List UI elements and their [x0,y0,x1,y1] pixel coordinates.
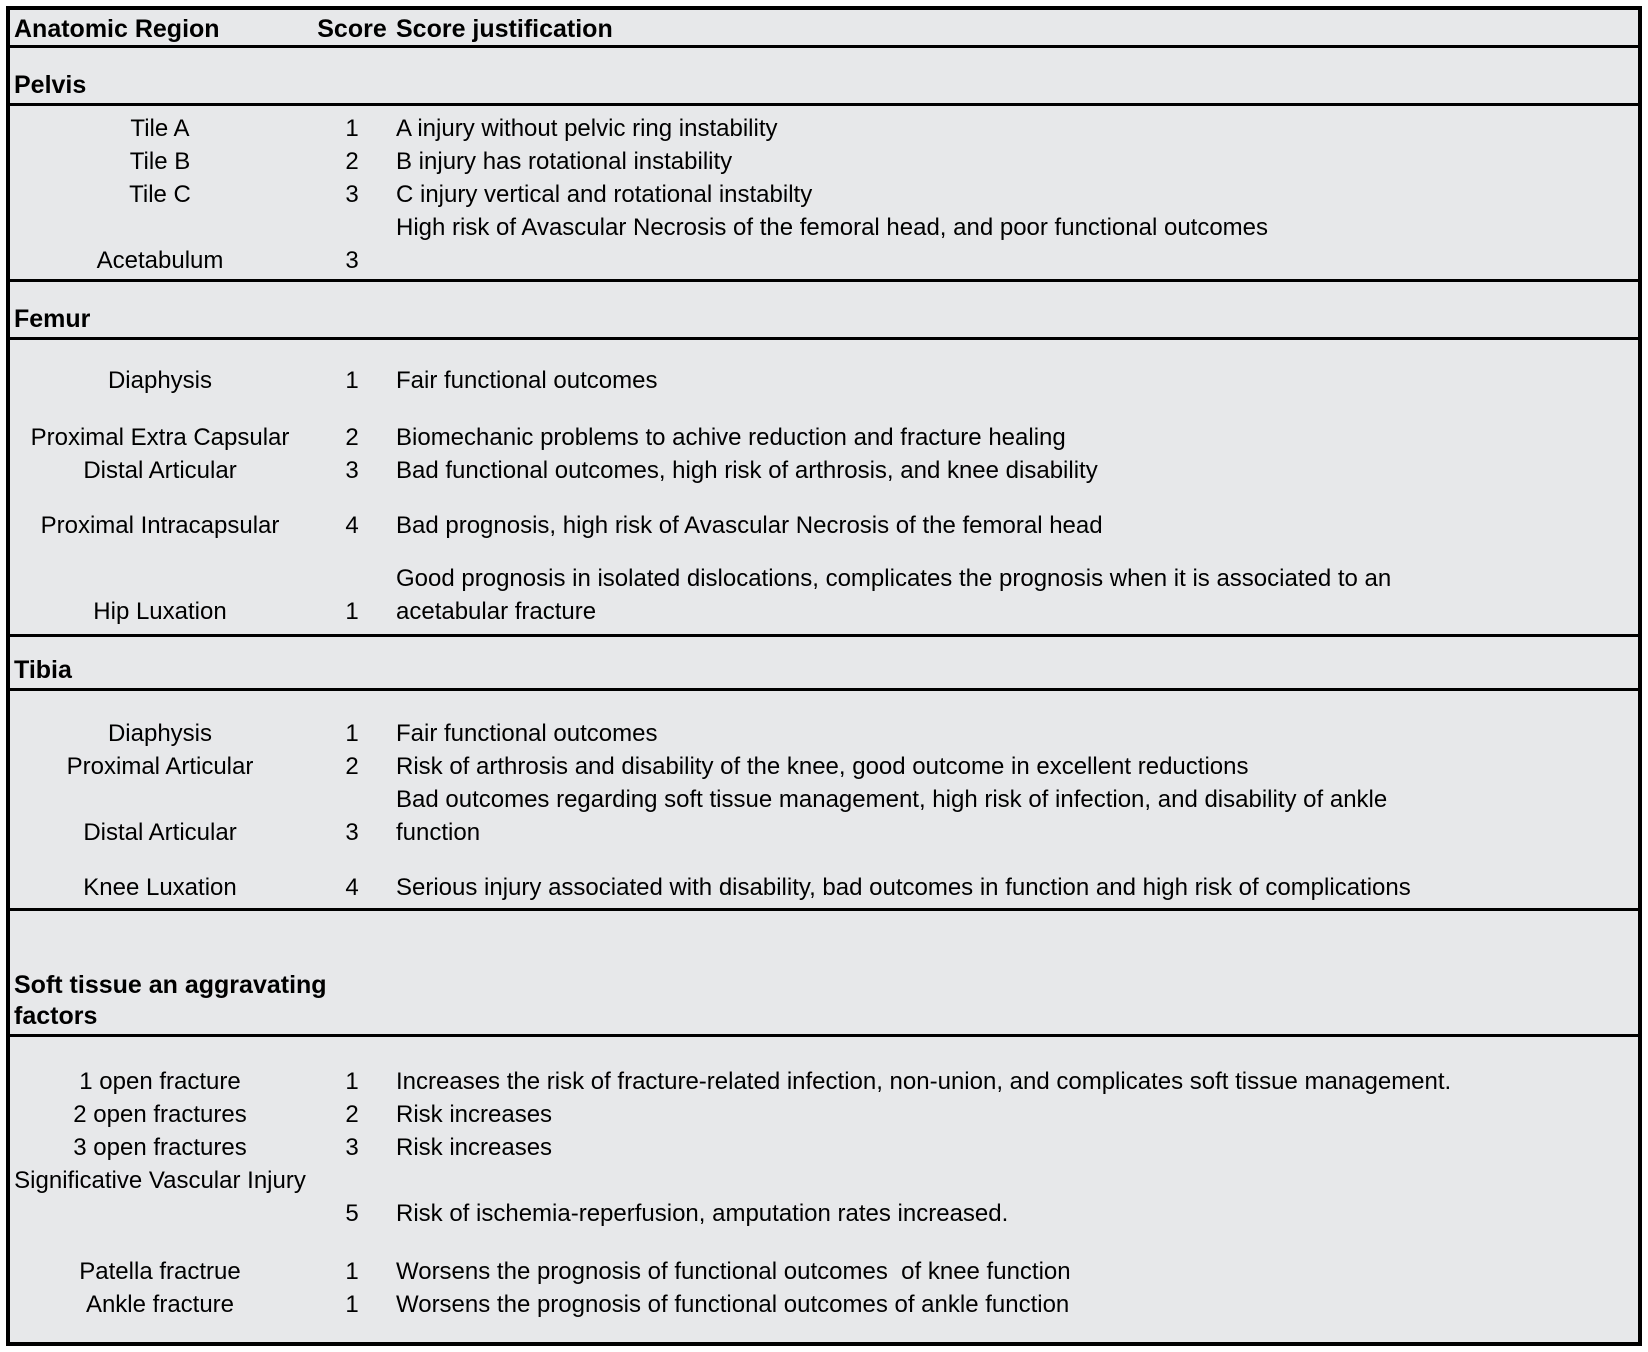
justification-line: C injury vertical and rotational instabilty [396,181,813,208]
section-label: Tibia [14,656,72,684]
score-cell: 4 [345,874,359,901]
region-cell: Patella fractrue [79,1258,241,1285]
justification-line: High risk of Avascular Necrosis of the femoral head, and poor functional outcomes [396,214,1269,241]
justification-line: acetabular fracture [396,598,597,625]
score-cell: 2 [345,753,359,780]
justification-line: Fair functional outcomes [396,367,658,394]
justification-cell [394,1131,1638,1164]
table-row-tibia-diaphysis [10,717,1638,750]
section-block-femur [10,340,1638,637]
region-cell: Proximal Intracapsular [40,512,280,539]
region-cell: 3 open fractures [73,1134,247,1161]
section-title-soft-tissue [10,911,1638,1037]
score-cell: 3 [345,819,359,846]
justification-cell [394,112,1638,145]
region-cell: 1 open fracture [79,1068,241,1095]
justification-line: Bad outcomes regarding soft tissue management, high risk of infection, and disability of ankle [396,786,1388,813]
table-row-knee-luxation [10,871,1638,904]
section-block-tibia [10,691,1638,911]
justification-line: Risk of ischemia-reperfusion, amputation rates increased. [396,1200,1009,1227]
score-cell: 1 [345,115,359,142]
table-row-ankle-fracture [10,1288,1638,1321]
score-cell: 1 [345,1068,359,1095]
table-row-femur-distal-articular [10,454,1638,487]
table-header-row [10,10,1638,48]
table-row-femur-diaphysis [10,364,1638,397]
section-label: Soft tissue an aggravating factors [14,971,327,1030]
justification-line: B injury has rotational instability [396,148,733,175]
table-row-proximal-articular [10,750,1638,783]
region-cell: Distal Articular [83,819,237,846]
table-row-proximal-extra-capsular [10,421,1638,454]
justification-cell [394,1065,1638,1098]
justification-cell [394,454,1638,487]
justification-cell [394,1288,1638,1321]
column-header-score-justification: Score justification [396,15,613,43]
justification-line: Bad functional outcomes, high risk of arthrosis, and knee disability [396,457,1098,484]
justification-cell [394,145,1638,178]
score-cell: 3 [345,1134,359,1161]
region-cell: Proximal Articular [66,753,254,780]
justification-line: function [396,819,481,846]
score-cell: 5 [345,1200,359,1227]
score-cell: 3 [345,181,359,208]
justification-cell [394,717,1638,750]
justification-cell [394,364,1638,397]
region-cell: Significative Vascular Injury [14,1167,306,1194]
justification-line: Serious injury associated with disability, bad outcomes in function and high risk of complications [396,874,1411,901]
fracture-score-table [6,6,1642,1346]
score-cell: 2 [345,424,359,451]
section-title-femur [10,282,1638,340]
justification-line: Worsens the prognosis of functional outcomes of ankle function [396,1291,1070,1318]
region-cell: Knee Luxation [83,874,237,901]
justification-cell [394,211,1638,244]
table-row-2-open-fractures [10,1098,1638,1131]
justification-cell [394,750,1638,783]
justification-line: Risk of arthrosis and disability of the knee, good outcome in excellent reductions [396,753,1249,780]
justification-line: Bad prognosis, high risk of Avascular Necrosis of the femoral head [396,512,1103,539]
score-cell: 1 [345,720,359,747]
section-title-pelvis [10,48,1638,106]
justification-cell [394,178,1638,211]
region-cell: Ankle fracture [85,1291,235,1318]
section-label: Pelvis [14,71,87,99]
section-title-tibia [10,637,1638,691]
score-cell: 2 [345,148,359,175]
justification-line: Risk increases [396,1134,553,1161]
table-row-tile-a [10,112,1638,145]
table-row-patella-fracture [10,1255,1638,1288]
justification-cell [394,509,1638,542]
justification-cell [394,783,1638,849]
justification-line: Increases the risk of fracture-related infection, non-union, and complicates soft tissue management. [396,1068,1452,1095]
score-cell: 2 [345,1101,359,1128]
score-cell: 1 [345,598,359,625]
justification-cell [394,1255,1638,1288]
region-cell: Proximal Extra Capsular [30,424,290,451]
table-row-hip-luxation [10,562,1638,628]
region-cell: Tile C [129,181,191,208]
justification-line: Biomechanic problems to achive reduction and fracture healing [396,424,1066,451]
region-cell: Diaphysis [107,720,213,747]
justification-line: Fair functional outcomes [396,720,658,747]
justification-line: A injury without pelvic ring instability [396,115,778,142]
region-cell: Tile A [130,115,190,142]
column-header-anatomic-region: Anatomic Region [14,15,220,43]
table-row-proximal-intracapsular [10,509,1638,542]
justification-cell [394,1197,1638,1230]
region-cell: Tile B [129,148,191,175]
justification-cell [394,421,1638,454]
region-cell: 2 open fractures [73,1101,247,1128]
region-cell: Distal Articular [83,457,237,484]
justification-cell [394,1098,1638,1131]
score-cell: 3 [345,457,359,484]
justification-line: Worsens the prognosis of functional outcomes of knee function [396,1258,1071,1285]
column-header-score: Score [317,15,387,43]
score-cell: 1 [345,1258,359,1285]
score-cell: 1 [345,367,359,394]
table-row-tile-c [10,178,1638,211]
table-row-acetabulum [10,211,1638,277]
score-cell: 3 [345,247,359,274]
region-cell: Diaphysis [107,367,213,394]
justification-line: Risk increases [396,1101,553,1128]
justification-cell [394,871,1638,904]
table-row-tile-b [10,145,1638,178]
region-cell: Acetabulum [96,247,224,274]
score-cell: 4 [345,512,359,539]
table-row-3-open-fractures [10,1131,1638,1164]
section-block-soft-tissue [10,1037,1638,1325]
region-cell: Hip Luxation [93,598,227,625]
table-row-significative-vascular-injury [10,1164,1638,1230]
section-block-pelvis [10,106,1638,282]
table-row-1-open-fracture [10,1065,1638,1098]
justification-line: Good prognosis in isolated dislocations, complicates the prognosis when it is associated to an [396,565,1392,592]
table-row-tibia-distal-articular [10,783,1638,849]
justification-cell [394,562,1638,628]
section-label: Femur [14,305,91,333]
score-cell: 1 [345,1291,359,1318]
